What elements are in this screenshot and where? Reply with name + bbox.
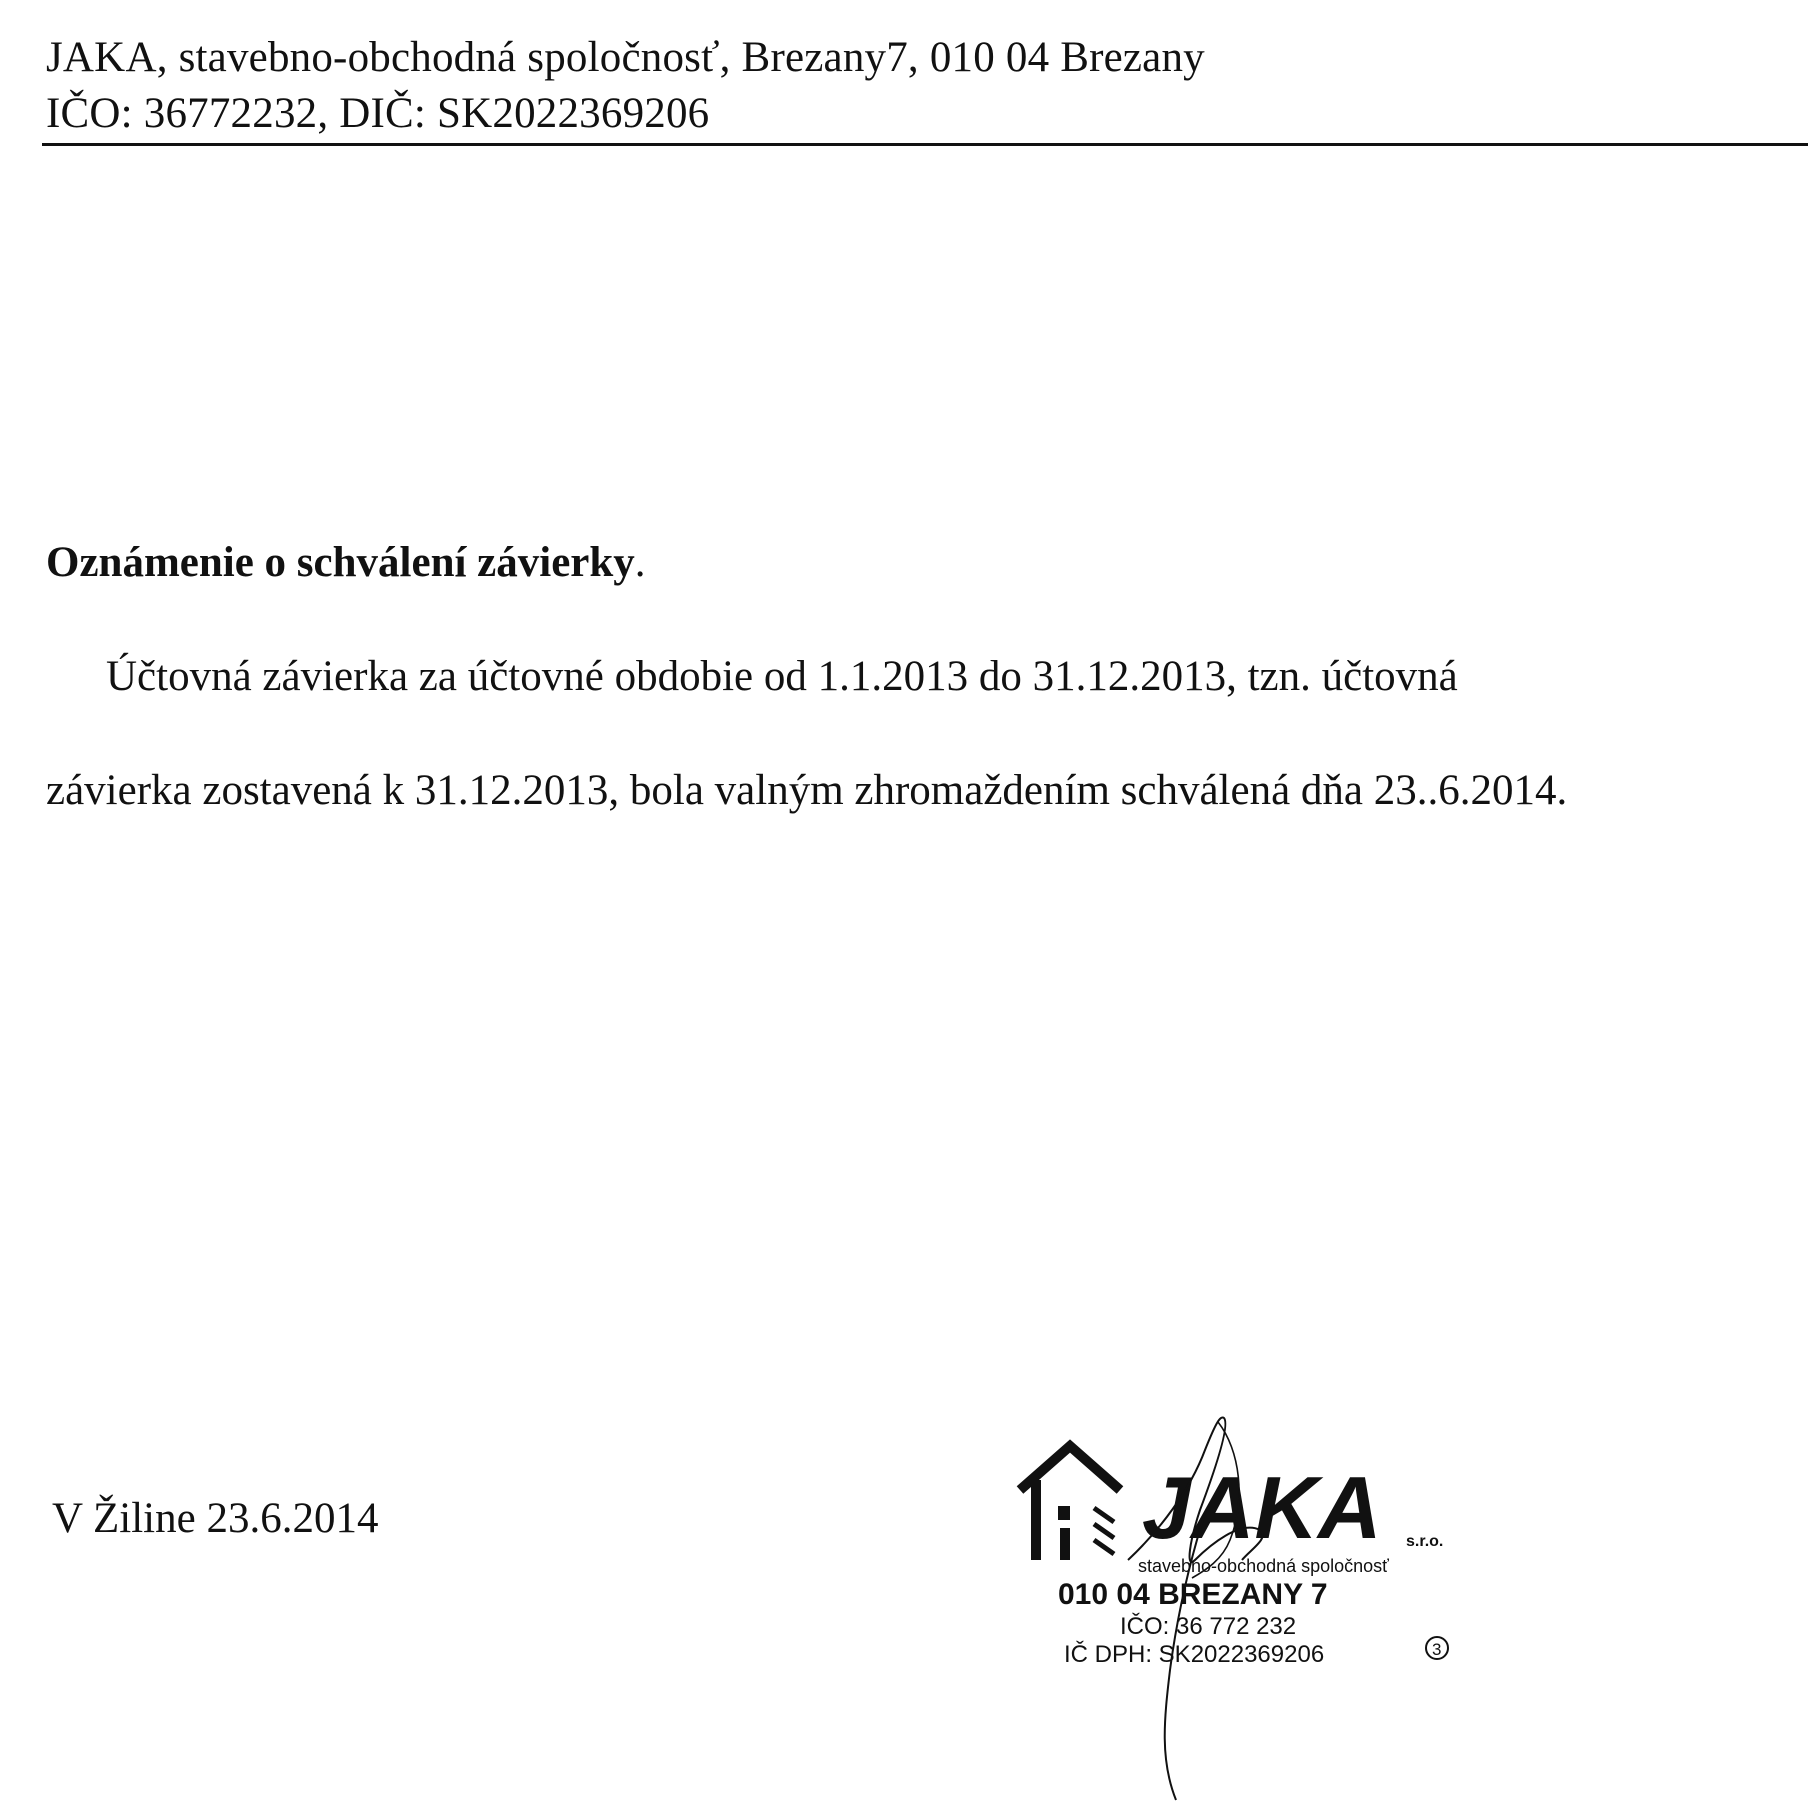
- stamp-graphic: [1010, 1410, 1570, 1808]
- place-and-date: V Žiline 23.6.2014: [52, 1495, 379, 1542]
- notice-title: [46, 538, 646, 587]
- stamp-ic-dph: IČ DPH: SK2022369206: [1064, 1641, 1325, 1668]
- notice-title-text: Oznámenie o schválení závierky: [46, 539, 635, 586]
- notice-body-line-2: závierka zostavená k 31.12.2013, bola valným zhromaždením schválená dňa 23..6.2014.: [46, 767, 1568, 814]
- notice-body-line-1: Účtovná závierka za účtovné obdobie od 1.1.2013 do 31.12.2013, tzn. účtovná: [106, 653, 1458, 700]
- header-divider: [42, 143, 1808, 146]
- house-logo-icon: [1020, 1446, 1120, 1560]
- company-line: JAKA, stavebno-obchodná spoločnosť, Brezany7, 010 04 Brezany: [46, 34, 1205, 81]
- company-stamp: [1010, 1410, 1570, 1808]
- stamp-subtitle: stavebno-obchodná spoločnosť: [1138, 1556, 1389, 1576]
- stamp-ico: IČO: 36 772 232: [1120, 1613, 1297, 1640]
- stamp-legal-form: s.r.o.: [1406, 1533, 1444, 1550]
- company-ids-line: IČO: 36772232, DIČ: SK2022369206: [46, 90, 710, 137]
- notice-title-period: .: [634, 539, 646, 586]
- stamp-brand: JAKA: [1142, 1458, 1382, 1557]
- stamp-number: 3: [1432, 1640, 1442, 1659]
- stamp-address: 010 04 BREZANY 7: [1058, 1578, 1328, 1611]
- letterhead: [46, 30, 1808, 142]
